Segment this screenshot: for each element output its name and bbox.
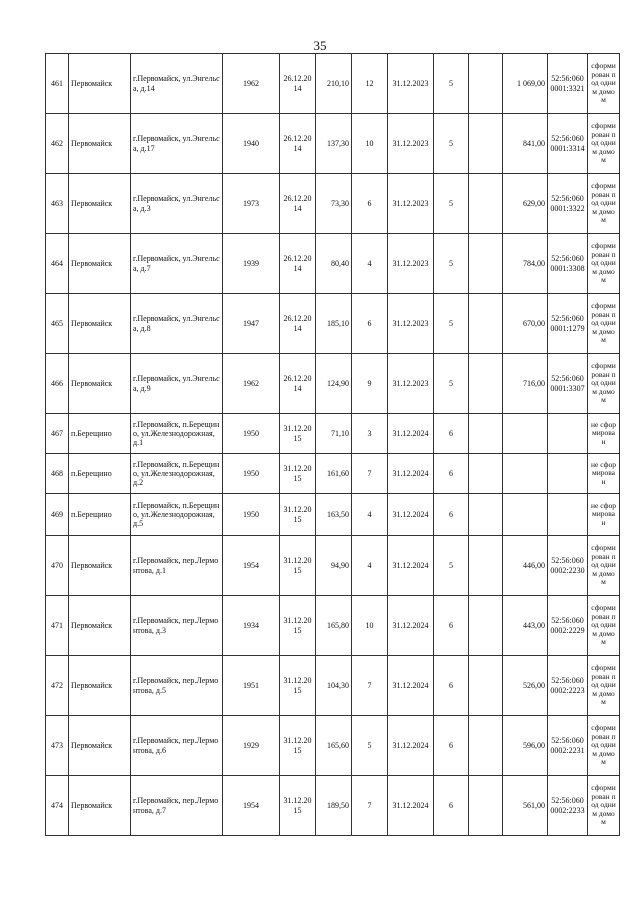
recognition-date-cell: 31.12.2015 — [280, 776, 316, 836]
table-row — [46, 494, 620, 536]
area-cell: 124,90 — [316, 354, 352, 414]
stage-cell: 5 — [434, 174, 469, 234]
cadastral-number-cell: 52:56:0600001:3322 — [548, 174, 588, 234]
residents-cell: 6 — [352, 294, 388, 354]
stage-cell: 6 — [434, 414, 469, 454]
planned-date-cell: 31.12.2023 — [388, 354, 434, 414]
planned-date-cell: 31.12.2023 — [388, 54, 434, 114]
build-year-cell: 1962 — [223, 354, 280, 414]
settlement-cell: Первомайск — [69, 656, 131, 716]
row-number-cell: 470 — [46, 536, 69, 596]
recognition-date-cell: 26.12.2014 — [280, 234, 316, 294]
residents-cell: 9 — [352, 354, 388, 414]
blank-cell — [469, 716, 503, 776]
residents-cell: 7 — [352, 454, 388, 494]
area-cell: 210,10 — [316, 54, 352, 114]
address-cell: г.Первомайск, ул.Энгельса, д.7 — [131, 234, 223, 294]
address-cell: г.Первомайск, ул.Энгельса, д.17 — [131, 114, 223, 174]
area-cell: 94,90 — [316, 536, 352, 596]
cost-cell: 596,00 — [503, 716, 548, 776]
planned-date-cell: 31.12.2023 — [388, 174, 434, 234]
build-year-cell: 1950 — [223, 454, 280, 494]
address-cell: г.Первомайск, пер.Лермонтова, д.6 — [131, 716, 223, 776]
residents-cell: 7 — [352, 776, 388, 836]
cost-cell: 446,00 — [503, 536, 548, 596]
table-row — [46, 716, 620, 776]
area-cell: 73,30 — [316, 174, 352, 234]
blank-cell — [469, 414, 503, 454]
land-status-cell: сформирован под одним домом — [588, 54, 620, 114]
settlement-cell: Первомайск — [69, 716, 131, 776]
area-cell: 104,30 — [316, 656, 352, 716]
stage-cell: 5 — [434, 294, 469, 354]
build-year-cell: 1973 — [223, 174, 280, 234]
area-cell: 165,80 — [316, 596, 352, 656]
settlement-cell: п.Берещино — [69, 494, 131, 536]
blank-cell — [469, 656, 503, 716]
stage-cell: 6 — [434, 776, 469, 836]
blank-cell — [469, 454, 503, 494]
row-number-cell: 474 — [46, 776, 69, 836]
cost-cell: 841,00 — [503, 114, 548, 174]
stage-cell: 6 — [434, 494, 469, 536]
blank-cell — [469, 234, 503, 294]
blank-cell — [469, 536, 503, 596]
planned-date-cell: 31.12.2024 — [388, 414, 434, 454]
recognition-date-cell: 31.12.2015 — [280, 596, 316, 656]
area-cell: 137,30 — [316, 114, 352, 174]
recognition-date-cell: 31.12.2015 — [280, 536, 316, 596]
table-row — [46, 54, 620, 114]
address-cell: г.Первомайск, пер.Лермонтова, д.7 — [131, 776, 223, 836]
table-row — [46, 354, 620, 414]
planned-date-cell: 31.12.2024 — [388, 716, 434, 776]
planned-date-cell: 31.12.2024 — [388, 494, 434, 536]
address-cell: г.Первомайск, ул.Энгельса, д.14 — [131, 54, 223, 114]
land-status-cell: не сформирован — [588, 414, 620, 454]
land-status-cell: сформирован под одним домом — [588, 234, 620, 294]
residents-cell: 12 — [352, 54, 388, 114]
build-year-cell: 1939 — [223, 234, 280, 294]
row-number-cell: 472 — [46, 656, 69, 716]
address-cell: г.Первомайск, пер.Лермонтова, д.3 — [131, 596, 223, 656]
land-status-cell: сформирован под одним домом — [588, 656, 620, 716]
recognition-date-cell: 26.12.2014 — [280, 294, 316, 354]
planned-date-cell: 31.12.2023 — [388, 114, 434, 174]
stage-cell: 6 — [434, 716, 469, 776]
build-year-cell: 1954 — [223, 776, 280, 836]
address-cell: г.Первомайск, п.Берещино, ул.Железнодорожная, д.1 — [131, 414, 223, 454]
land-status-cell: сформирован под одним домом — [588, 174, 620, 234]
land-status-cell: сформирован под одним домом — [588, 114, 620, 174]
row-number-cell: 465 — [46, 294, 69, 354]
recognition-date-cell: 26.12.2014 — [280, 354, 316, 414]
cadastral-number-cell: 52:56:0600001:1279 — [548, 294, 588, 354]
area-cell: 80,40 — [316, 234, 352, 294]
recognition-date-cell: 26.12.2014 — [280, 114, 316, 174]
stage-cell: 6 — [434, 596, 469, 656]
table-row — [46, 776, 620, 836]
land-status-cell: сформирован под одним домом — [588, 716, 620, 776]
build-year-cell: 1950 — [223, 414, 280, 454]
cost-cell — [503, 494, 548, 536]
cadastral-number-cell: 52:56:0600001:3308 — [548, 234, 588, 294]
blank-cell — [469, 174, 503, 234]
build-year-cell: 1940 — [223, 114, 280, 174]
area-cell: 185,10 — [316, 294, 352, 354]
cadastral-number-cell — [548, 414, 588, 454]
table-body — [46, 54, 620, 836]
recognition-date-cell: 31.12.2015 — [280, 716, 316, 776]
settlement-cell: Первомайск — [69, 536, 131, 596]
address-cell: г.Первомайск, пер.Лермонтова, д.5 — [131, 656, 223, 716]
table-row — [46, 114, 620, 174]
stage-cell: 5 — [434, 234, 469, 294]
land-status-cell: сформирован под одним домом — [588, 776, 620, 836]
address-cell: г.Первомайск, пер.Лермонтова, д.1 — [131, 536, 223, 596]
stage-cell: 5 — [434, 354, 469, 414]
build-year-cell: 1954 — [223, 536, 280, 596]
table-row — [46, 454, 620, 494]
table-row — [46, 656, 620, 716]
recognition-date-cell: 26.12.2014 — [280, 174, 316, 234]
residents-cell: 4 — [352, 234, 388, 294]
row-number-cell: 462 — [46, 114, 69, 174]
settlement-cell: Первомайск — [69, 596, 131, 656]
area-cell: 71,10 — [316, 414, 352, 454]
cost-cell: 716,00 — [503, 354, 548, 414]
cadastral-number-cell — [548, 454, 588, 494]
land-status-cell: сформирован под одним домом — [588, 536, 620, 596]
planned-date-cell: 31.12.2024 — [388, 536, 434, 596]
stage-cell: 5 — [434, 114, 469, 174]
residents-cell: 4 — [352, 536, 388, 596]
recognition-date-cell: 31.12.2015 — [280, 656, 316, 716]
table-row — [46, 596, 620, 656]
table-row — [46, 294, 620, 354]
row-number-cell: 461 — [46, 54, 69, 114]
address-cell: г.Первомайск, ул.Энгельса, д.3 — [131, 174, 223, 234]
cost-cell — [503, 414, 548, 454]
residents-cell: 6 — [352, 174, 388, 234]
row-number-cell: 471 — [46, 596, 69, 656]
row-number-cell: 469 — [46, 494, 69, 536]
area-cell: 165,60 — [316, 716, 352, 776]
residents-cell: 5 — [352, 716, 388, 776]
land-status-cell: не сформирован — [588, 454, 620, 494]
page-number: 35 — [313, 38, 327, 53]
cadastral-number-cell: 52:56:0600001:3314 — [548, 114, 588, 174]
build-year-cell: 1950 — [223, 494, 280, 536]
cost-cell: 443,00 — [503, 596, 548, 656]
land-status-cell: сформирован под одним домом — [588, 596, 620, 656]
recognition-date-cell: 31.12.2015 — [280, 414, 316, 454]
cost-cell: 784,00 — [503, 234, 548, 294]
cost-cell: 629,00 — [503, 174, 548, 234]
build-year-cell: 1934 — [223, 596, 280, 656]
build-year-cell: 1929 — [223, 716, 280, 776]
blank-cell — [469, 354, 503, 414]
residents-cell: 4 — [352, 494, 388, 536]
cadastral-number-cell: 52:56:0600001:3321 — [548, 54, 588, 114]
planned-date-cell: 31.12.2024 — [388, 454, 434, 494]
recognition-date-cell: 26.12.2014 — [280, 54, 316, 114]
table-row — [46, 536, 620, 596]
cadastral-number-cell: 52:56:0600002:2223 — [548, 656, 588, 716]
address-cell: г.Первомайск, п.Берещино, ул.Железнодорожная, д.5 — [131, 494, 223, 536]
address-cell: г.Первомайск, п.Берещино, ул.Железнодорожная, д.2 — [131, 454, 223, 494]
planned-date-cell: 31.12.2024 — [388, 776, 434, 836]
settlement-cell: Первомайск — [69, 114, 131, 174]
row-number-cell: 468 — [46, 454, 69, 494]
land-status-cell: не сформирован — [588, 494, 620, 536]
table-row — [46, 414, 620, 454]
stage-cell: 6 — [434, 656, 469, 716]
settlement-cell: Первомайск — [69, 174, 131, 234]
blank-cell — [469, 294, 503, 354]
settlement-cell: Первомайск — [69, 294, 131, 354]
residents-cell: 10 — [352, 114, 388, 174]
cadastral-number-cell: 52:56:0600002:2233 — [548, 776, 588, 836]
settlement-cell: Первомайск — [69, 234, 131, 294]
stage-cell: 6 — [434, 454, 469, 494]
planned-date-cell: 31.12.2024 — [388, 656, 434, 716]
row-number-cell: 466 — [46, 354, 69, 414]
cost-cell — [503, 454, 548, 494]
row-number-cell: 464 — [46, 234, 69, 294]
row-number-cell: 463 — [46, 174, 69, 234]
planned-date-cell: 31.12.2023 — [388, 234, 434, 294]
cost-cell: 561,00 — [503, 776, 548, 836]
stage-cell: 5 — [434, 536, 469, 596]
planned-date-cell: 31.12.2023 — [388, 294, 434, 354]
address-cell: г.Первомайск, ул.Энгельса, д.9 — [131, 354, 223, 414]
cost-cell: 526,00 — [503, 656, 548, 716]
settlement-cell: п.Берещино — [69, 414, 131, 454]
residents-cell: 7 — [352, 656, 388, 716]
cadastral-number-cell — [548, 494, 588, 536]
table-row — [46, 174, 620, 234]
area-cell: 163,50 — [316, 494, 352, 536]
blank-cell — [469, 776, 503, 836]
build-year-cell: 1947 — [223, 294, 280, 354]
residents-cell: 10 — [352, 596, 388, 656]
build-year-cell: 1962 — [223, 54, 280, 114]
recognition-date-cell: 31.12.2015 — [280, 454, 316, 494]
blank-cell — [469, 596, 503, 656]
blank-cell — [469, 114, 503, 174]
settlement-cell: Первомайск — [69, 776, 131, 836]
row-number-cell: 467 — [46, 414, 69, 454]
planned-date-cell: 31.12.2024 — [388, 596, 434, 656]
blank-cell — [469, 494, 503, 536]
cadastral-number-cell: 52:56:0600002:2231 — [548, 716, 588, 776]
settlement-cell: п.Берещино — [69, 454, 131, 494]
settlement-cell: Первомайск — [69, 54, 131, 114]
land-status-cell: сформирован под одним домом — [588, 294, 620, 354]
area-cell: 189,50 — [316, 776, 352, 836]
land-status-cell: сформирован под одним домом — [588, 354, 620, 414]
area-cell: 161,60 — [316, 454, 352, 494]
blank-cell — [469, 54, 503, 114]
settlement-cell: Первомайск — [69, 354, 131, 414]
cadastral-number-cell: 52:56:0600002:2230 — [548, 536, 588, 596]
housing-registry-table — [45, 53, 620, 836]
recognition-date-cell: 31.12.2015 — [280, 494, 316, 536]
cost-cell: 1 069,00 — [503, 54, 548, 114]
table-row — [46, 234, 620, 294]
build-year-cell: 1951 — [223, 656, 280, 716]
residents-cell: 3 — [352, 414, 388, 454]
stage-cell: 5 — [434, 54, 469, 114]
address-cell: г.Первомайск, ул.Энгельса, д.8 — [131, 294, 223, 354]
cadastral-number-cell: 52:56:0600001:3307 — [548, 354, 588, 414]
cost-cell: 670,00 — [503, 294, 548, 354]
row-number-cell: 473 — [46, 716, 69, 776]
cadastral-number-cell: 52:56:0600002:2229 — [548, 596, 588, 656]
